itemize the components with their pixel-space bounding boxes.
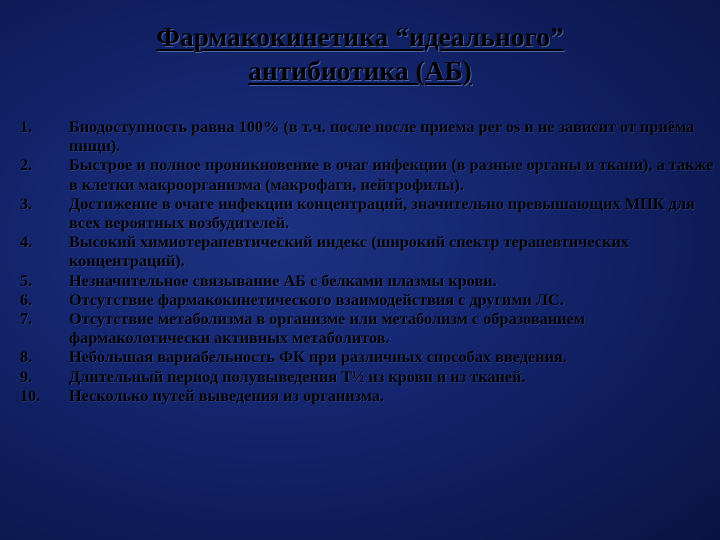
list-item	[12, 194, 717, 232]
list-item	[12, 367, 717, 386]
item-number: 6.	[20, 289, 33, 309]
property-list	[12, 117, 717, 405]
list-item	[12, 155, 717, 193]
list-item	[12, 309, 717, 347]
title-line-1: Фармакокинетика “идеального”	[156, 21, 564, 52]
item-text: Биодоступность равна 100% (в т.ч. после после приема per os и не зависит от приёма пищи).	[69, 117, 695, 156]
item-number: 10.	[20, 385, 41, 405]
list-item	[12, 290, 717, 309]
item-text: Незначительное связывание АБ с белками плазмы крови.	[69, 270, 497, 290]
item-text: Длительный период полувыведения Т½ из крови и из тканей.	[69, 366, 526, 386]
item-text: Высокий химиотерапевтический индекс (широкий спектр терапевтических концентраций).	[69, 232, 629, 271]
title-line-2: антибиотика (АБ)	[248, 55, 472, 86]
item-text: Быстрое и полное проникновение в очаг инфекции (в разные органы и ткани), а также в клетки макроорганизма (макрофаги, нейтрофилы).	[69, 155, 714, 194]
item-text: Отсутствие метаболизма в организме или метаболизм с образованием фармакологически активных метаболитов.	[69, 309, 585, 348]
item-number: 7.	[20, 309, 33, 329]
item-text: Отсутствие фармакокинетического взаимодействия с другими ЛС.	[69, 289, 564, 309]
list-item	[12, 386, 717, 405]
item-number: 1.	[20, 117, 33, 136]
item-number: 5.	[20, 270, 33, 290]
item-number: 4.	[20, 232, 33, 252]
item-number: 2.	[20, 155, 33, 175]
item-text: Достижение в очаге инфекции концентраций, значительно превышающих МПК для всех вероятных возбудителей.	[69, 193, 695, 233]
list-item	[12, 347, 717, 366]
slide-title	[60, 20, 660, 88]
list-item	[12, 271, 717, 290]
list-item	[12, 232, 717, 270]
item-text: Небольшая вариабельность ФК при различных способах введения.	[69, 347, 567, 367]
item-number: 3.	[20, 193, 33, 213]
item-number: 9.	[20, 366, 33, 386]
item-text: Несколько путей выведения из организма.	[69, 385, 385, 405]
list-item	[12, 117, 717, 155]
item-number: 8.	[20, 347, 33, 367]
